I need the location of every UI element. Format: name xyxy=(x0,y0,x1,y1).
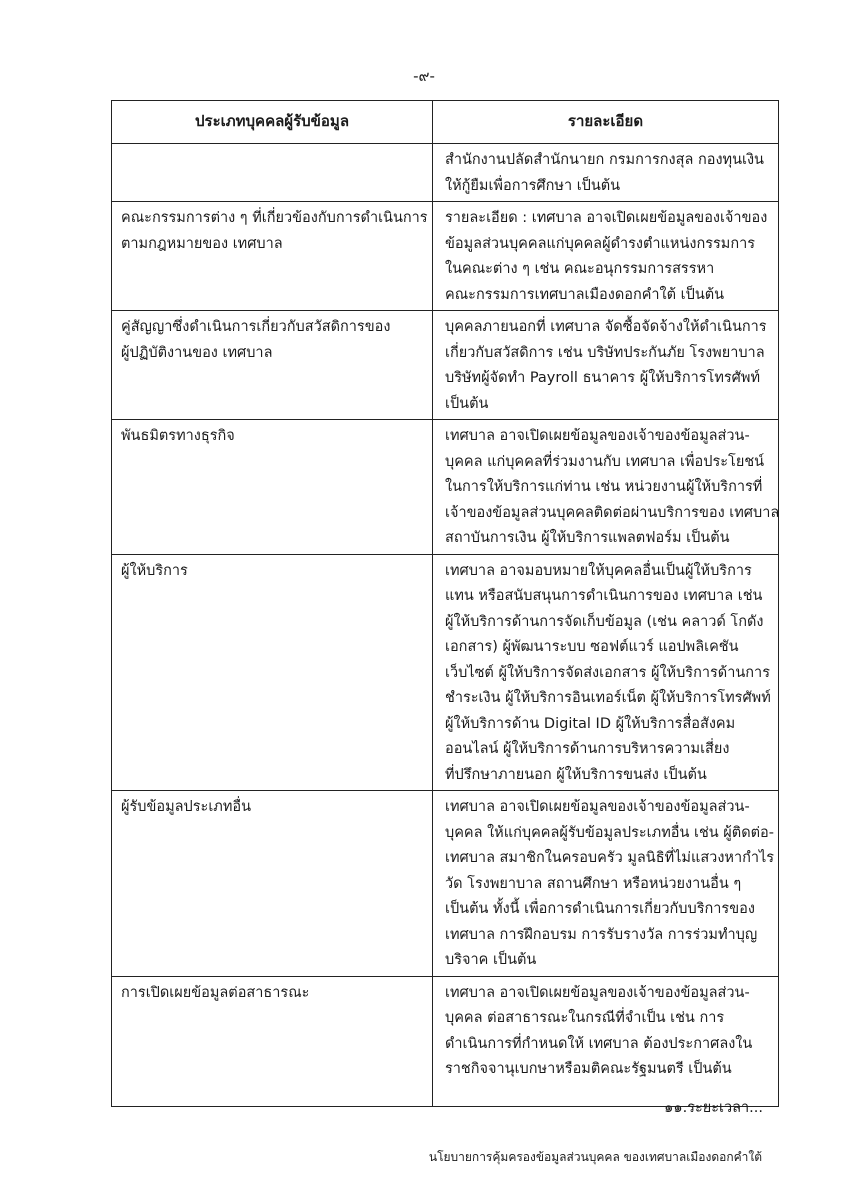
table-row xyxy=(112,311,779,420)
detail-line: บริษัทผู้จัดทำ Payroll ธนาคาร ผู้ให้บริการโทรศัพท์ xyxy=(445,370,760,386)
detail-cell xyxy=(433,144,779,202)
detail-line: คณะกรรมการเทศบาลเมืองดอกคำใต้ เป็นต้น xyxy=(445,286,725,303)
detail-line: บริจาค เป็นต้น xyxy=(445,952,537,968)
continuation-note: ๑๑.ระยะเวลา... xyxy=(664,1100,763,1116)
detail-cell xyxy=(433,976,779,1106)
recipient-table xyxy=(111,100,779,1107)
table-row xyxy=(112,144,779,202)
detail-line: บุคคล ต่อสาธารณะในกรณีที่จำเป็น เช่น การ xyxy=(445,1010,725,1026)
recipient-type-line: ผู้รับข้อมูลประเภทอื่น xyxy=(121,799,252,815)
recipient-type-line: การเปิดเผยข้อมูลต่อสาธารณะ xyxy=(121,984,310,1001)
table-row xyxy=(112,554,779,791)
recipient-type-cell xyxy=(112,311,433,420)
detail-line: ราชกิจจานุเบกษาหรือมติคณะรัฐมนตรี เป็นต้น xyxy=(445,1061,732,1077)
detail-line: บุคคลภายนอกที่ เทศบาล จัดซื้อจัดจ้างให้ดำเนินการ xyxy=(445,319,767,335)
detail-line: ผู้ให้บริการด้าน Digital ID ผู้ให้บริการสื่อสังคม xyxy=(445,715,736,732)
detail-line: ในคณะต่าง ๆ เช่น คณะอนุกรรมการสรรหา xyxy=(445,261,715,277)
detail-line: ในการให้บริการแก่ท่าน เช่น หน่วยงานผู้ให้บริการที่ xyxy=(445,479,763,495)
detail-line: ผู้ให้บริการด้านการจัดเก็บข้อมูล (เช่น คลาวด์ โกดัง xyxy=(445,613,764,630)
recipient-type-line: คู่สัญญาซึ่งดำเนินการเกี่ยวกับสวัสดิการของ xyxy=(121,319,391,335)
recipient-type-cell xyxy=(112,554,433,791)
table-header-row xyxy=(112,101,779,144)
recipient-type-line: ผู้ให้บริการ xyxy=(121,562,188,579)
table-row xyxy=(112,791,779,977)
table-row xyxy=(112,976,779,1106)
recipient-type-line: พันธมิตรทางธุรกิจ xyxy=(121,428,235,444)
detail-line: เทศบาล อาจเปิดเผยข้อมูลของเจ้าของข้อมูลส่วน- xyxy=(445,984,750,1001)
detail-line: เป็นต้น xyxy=(445,395,489,412)
detail-line: เทศบาล อาจมอบหมายให้บุคคลอื่นเป็นผู้ให้บริการ xyxy=(445,562,752,579)
detail-line: ข้อมูลส่วนบุคคลแก่บุคคลผู้ดำรงตำแหน่งกรรมการ xyxy=(445,235,756,252)
detail-line: ชำระเงิน ผู้ให้บริการอินเทอร์เน็ต ผู้ให้บริการโทรศัพท์ xyxy=(445,690,771,706)
detail-line: ที่ปรึกษาภายนอก ผู้ให้บริการขนส่ง เป็นต้น xyxy=(445,766,707,783)
detail-line: ดำเนินการที่กำหนดให้ เทศบาล ต้องประกาศลงใน xyxy=(445,1035,753,1052)
detail-line: แทน หรือสนับสนุนการดำเนินการของ เทศบาล เช่น xyxy=(445,588,763,604)
recipient-type-line: ตามกฎหมายของ เทศบาล xyxy=(121,235,283,252)
detail-cell xyxy=(433,420,779,555)
table-row xyxy=(112,420,779,555)
detail-line: เอกสาร) ผู้พัฒนาระบบ ซอฟต์แวร์ แอปพลิเคชัน xyxy=(445,639,739,655)
column-header-detail: รายละเอียด xyxy=(433,101,779,144)
detail-line: วัด โรงพยาบาล สถานศึกษา หรือหน่วยงานอื่น ๆ xyxy=(445,875,742,892)
recipient-type-cell xyxy=(112,791,433,977)
detail-line: เทศบาล อาจเปิดเผยข้อมูลของเจ้าของข้อมูลส่วน- xyxy=(445,428,750,444)
table-row xyxy=(112,202,779,311)
recipient-type-cell xyxy=(112,976,433,1106)
detail-line: ให้กู้ยืมเพื่อการศึกษา เป็นต้น xyxy=(445,177,621,194)
detail-line: รายละเอียด : เทศบาล อาจเปิดเผยข้อมูลของเจ้าของ xyxy=(445,210,768,226)
page-number: -๙- xyxy=(413,67,435,85)
recipient-type-cell xyxy=(112,202,433,311)
detail-line: สำนักงานปลัดสำนักนายก กรมการกงสุล กองทุนเงิน xyxy=(445,152,764,168)
detail-cell xyxy=(433,311,779,420)
detail-line: เจ้าของข้อมูลส่วนบุคคลติดต่อผ่านบริการของ เทศบาล xyxy=(445,504,780,521)
detail-cell xyxy=(433,202,779,311)
detail-line: ออนไลน์ ผู้ให้บริการด้านการบริหารความเสี่ยง xyxy=(445,741,730,757)
recipient-type-cell xyxy=(112,144,433,202)
detail-line: เกี่ยวกับสวัสดิการ เช่น บริษัทประกันภัย โรงพยาบาล xyxy=(445,344,765,361)
detail-line: บุคคล แก่บุคคลที่ร่วมงานกับ เทศบาล เพื่อประโยชน์ xyxy=(445,453,765,470)
detail-line: เว็บไซต์ ผู้ให้บริการจัดส่งเอกสาร ผู้ให้บริการด้านการ xyxy=(445,664,770,681)
detail-cell xyxy=(433,554,779,791)
detail-line: เทศบาล การฝึกอบรม การรับรางวัล การร่วมทำบุญ xyxy=(445,926,758,943)
recipient-type-line: ผู้ปฏิบัติงานของ เทศบาล xyxy=(121,344,273,361)
table-body xyxy=(112,144,779,1107)
detail-cell xyxy=(433,791,779,977)
detail-line: เทศบาล อาจเปิดเผยข้อมูลของเจ้าของข้อมูลส่วน- xyxy=(445,799,750,815)
recipient-type-cell xyxy=(112,420,433,555)
recipient-type-line: คณะกรรมการต่าง ๆ ที่เกี่ยวข้องกับการดำเนินการ xyxy=(121,210,428,226)
detail-line: เป็นต้น ทั้งนี้ เพื่อการดำเนินการเกี่ยวกับบริการของ xyxy=(445,901,755,917)
detail-line: สถาบันการเงิน ผู้ให้บริการแพลตฟอร์ม เป็นต้น xyxy=(445,530,730,546)
detail-line: บุคคล ให้แก่บุคคลผู้รับข้อมูลประเภทอื่น เช่น ผู้ติดต่อ- xyxy=(445,824,774,841)
page-footer: นโยบายการคุ้มครองข้อมูลส่วนบุคคล ของเทศบาลเมืองดอกคำใต้ xyxy=(428,1150,762,1164)
column-header-recipient-type: ประเภทบุคคลผู้รับข้อมูล xyxy=(112,101,433,144)
detail-line: เทศบาล สมาชิกในครอบครัว มูลนิธิที่ไม่แสวงหากำไร xyxy=(445,850,775,866)
